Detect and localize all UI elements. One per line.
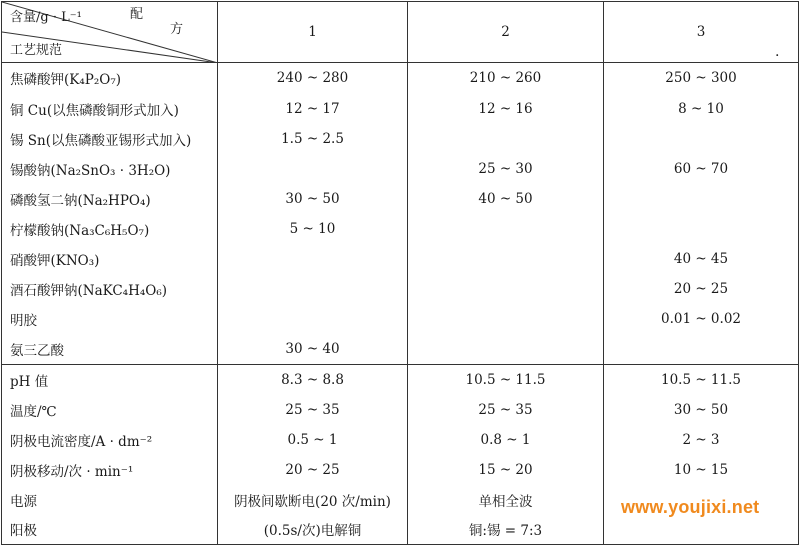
cell-value [218,244,408,274]
row-label: 酒石酸钾钠(NaKC₄H₄O₆) [2,274,218,304]
column-header-1: 1 [218,2,408,63]
row-label: 铜 Cu(以焦磷酸铜形式加入) [2,94,218,124]
cell-value [408,244,604,274]
table-row [2,425,799,455]
cell-value: 20 ~ 25 [218,455,408,485]
table-row [2,184,799,214]
table-row [2,154,799,184]
row-label: 柠檬酸钠(Na₃C₆H₅O₇) [2,214,218,244]
row-label: 明胶 [2,304,218,334]
cell-value [218,154,408,184]
cell-value: 阴极间歇断电(20 次/min) [218,485,408,515]
cell-value: 12 ~ 16 [408,94,604,124]
row-label: pH 值 [2,365,218,395]
table-row [2,63,799,94]
table-row [2,244,799,274]
row-label: 电源 [2,485,218,515]
cell-value: 12 ~ 17 [218,94,408,124]
cell-value: 8 ~ 10 [604,94,799,124]
cell-value: 210 ~ 260 [408,63,604,94]
cell-value: 30 ~ 50 [604,395,799,425]
cell-value: 40 ~ 45 [604,244,799,274]
cell-value: 10.5 ~ 11.5 [408,365,604,395]
cell-value: 8.3 ~ 8.8 [218,365,408,395]
cell-value [408,274,604,304]
cell-value: 10.5 ~ 11.5 [604,365,799,395]
cell-value: 250 ~ 300 [604,63,799,94]
cell-value [604,334,799,365]
cell-value: 25 ~ 30 [408,154,604,184]
cell-value [408,214,604,244]
row-label: 氨三乙酸 [2,334,218,365]
table-row [2,214,799,244]
cell-value [408,334,604,365]
header-row [2,2,799,63]
row-label: 磷酸氢二钠(Na₂HPO₄) [2,184,218,214]
header-corner-cell [2,2,218,63]
table-row [2,94,799,124]
cell-value [218,274,408,304]
cell-value: 20 ~ 25 [604,274,799,304]
row-label: 硝酸钾(KNO₃) [2,244,218,274]
cell-value: 1.5 ~ 2.5 [218,124,408,154]
cell-value: 240 ~ 280 [218,63,408,94]
cell-value: 15 ~ 20 [408,455,604,485]
table-row [2,274,799,304]
table-row [2,124,799,154]
row-label: 阳极 [2,515,218,545]
column-header-3: 3 [604,2,799,63]
cell-value [604,214,799,244]
cell-value: 25 ~ 35 [218,395,408,425]
table-row [2,395,799,425]
process-spec-label: 工艺规范 [10,43,63,58]
cell-value: 60 ~ 70 [604,154,799,184]
row-label: 温度/℃ [2,395,218,425]
cell-value [408,124,604,154]
cell-value: 2 ~ 3 [604,425,799,455]
cell-value: (0.5s/次)电解铜 [218,515,408,545]
row-label: 焦磷酸钾(K₄P₂O₇) [2,63,218,94]
cell-value: 40 ~ 50 [408,184,604,214]
cell-value [604,184,799,214]
cell-value: 0.01 ~ 0.02 [604,304,799,334]
cell-value [218,304,408,334]
table-row [2,455,799,485]
cell-value: 单相全波 [408,485,604,515]
cell-value: 5 ~ 10 [218,214,408,244]
site-watermark: www.youjixi.net [621,497,760,517]
cell-value [604,515,799,545]
row-label: 锡 Sn(以焦磷酸亚锡形式加入) [2,124,218,154]
table-row [2,334,799,365]
cell-value [408,304,604,334]
row-label: 阴极电流密度/A · dm⁻² [2,425,218,455]
cell-value: 30 ~ 50 [218,184,408,214]
content-unit-label: 含量/g · L⁻¹ [10,10,82,25]
cell-value: 0.5 ~ 1 [218,425,408,455]
cell-value: 30 ~ 40 [218,334,408,365]
cell-value: 25 ~ 35 [408,395,604,425]
cell-value [604,124,799,154]
row-label: 阴极移动/次 · min⁻¹ [2,455,218,485]
cell-value: 铜:锡 = 7:3 [408,515,604,545]
table-row [2,304,799,334]
formula-label-char-1: 配 [130,7,144,22]
table-row [2,365,799,395]
cell-value: 0.8 ~ 1 [408,425,604,455]
formula-label-char-2: 方 [170,22,184,37]
plating-formula-table [1,1,799,545]
row-label: 锡酸钠(Na₂SnO₃ · 3H₂O) [2,154,218,184]
column-header-2: 2 [408,2,604,63]
cell-value: 10 ~ 15 [604,455,799,485]
table-row [2,515,799,545]
stray-dot-mark: . [775,44,780,60]
